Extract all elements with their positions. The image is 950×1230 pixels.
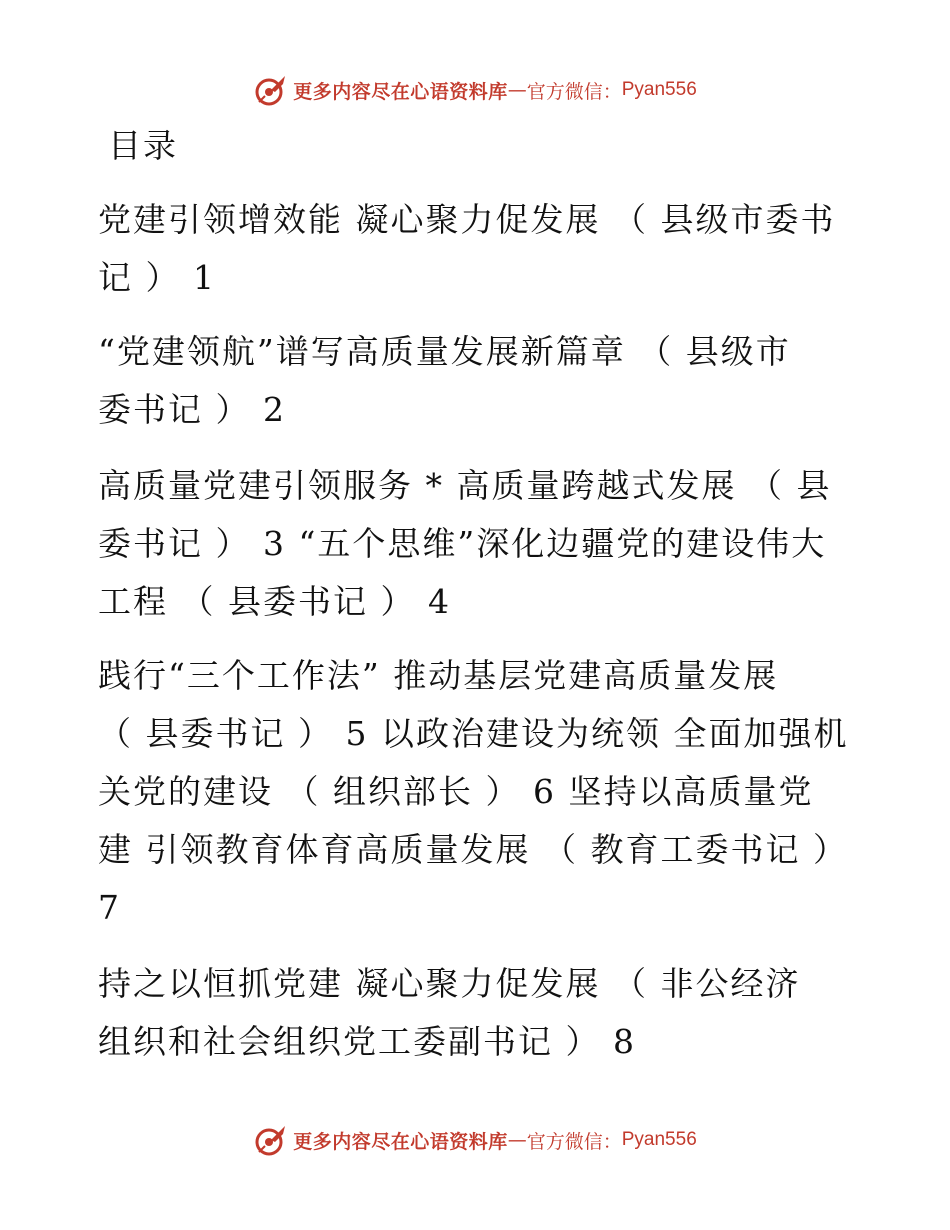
- toc-line: 记 ） 1: [98, 258, 216, 297]
- toc-line: 持之以恒抓党建 凝心聚力促发展 （ 非公经济: [98, 964, 801, 1003]
- quill-logo-icon: [253, 72, 289, 108]
- toc-line: 委书记 ） 2: [98, 390, 286, 429]
- footer-banner: [0, 1118, 950, 1162]
- header-dash: —: [507, 79, 527, 101]
- toc-line: 党建引领增效能 凝心聚力促发展 （ 县级市委书: [98, 200, 836, 239]
- toc-line: 委书记 ） 3 “五个思维”深化边疆党的建设伟大: [98, 524, 827, 563]
- footer-dash: —: [507, 1129, 527, 1151]
- toc-line: 7: [98, 888, 121, 927]
- toc-line: “党建领航”谱写高质量发展新篇章 （ 县级市: [98, 332, 791, 371]
- toc-line: 工程 （ 县委书记 ） 4: [98, 582, 451, 621]
- toc-line: 高质量党建引领服务 * 高质量跨越式发展 （ 县: [98, 466, 832, 505]
- footer-contact-label: 官方微信：: [526, 1130, 622, 1153]
- header-wechat-id: Pyan556: [621, 79, 697, 100]
- header-contact-label: 官方微信：: [526, 80, 622, 103]
- quill-logo-icon: [253, 1122, 289, 1158]
- toc-line: 践行“三个工作法” 推动基层党建高质量发展: [98, 656, 779, 695]
- header-banner: [0, 68, 950, 112]
- toc-line: （ 县委书记 ） 5 以政治建设为统领 全面加强机: [98, 714, 849, 753]
- toc-line: 建 引领教育体育高质量发展 （ 教育工委书记 ）: [98, 830, 848, 869]
- footer-wechat-id: Pyan556: [621, 1129, 697, 1150]
- toc-title: 目录: [108, 126, 178, 165]
- header-brand: 更多内容尽在心语资料库: [293, 80, 508, 103]
- toc-line: 关党的建设 （ 组织部长 ） 6 坚持以高质量党: [98, 772, 814, 811]
- toc-line: 组织和社会组织党工委副书记 ） 8: [98, 1022, 636, 1061]
- footer-brand: 更多内容尽在心语资料库: [293, 1130, 508, 1153]
